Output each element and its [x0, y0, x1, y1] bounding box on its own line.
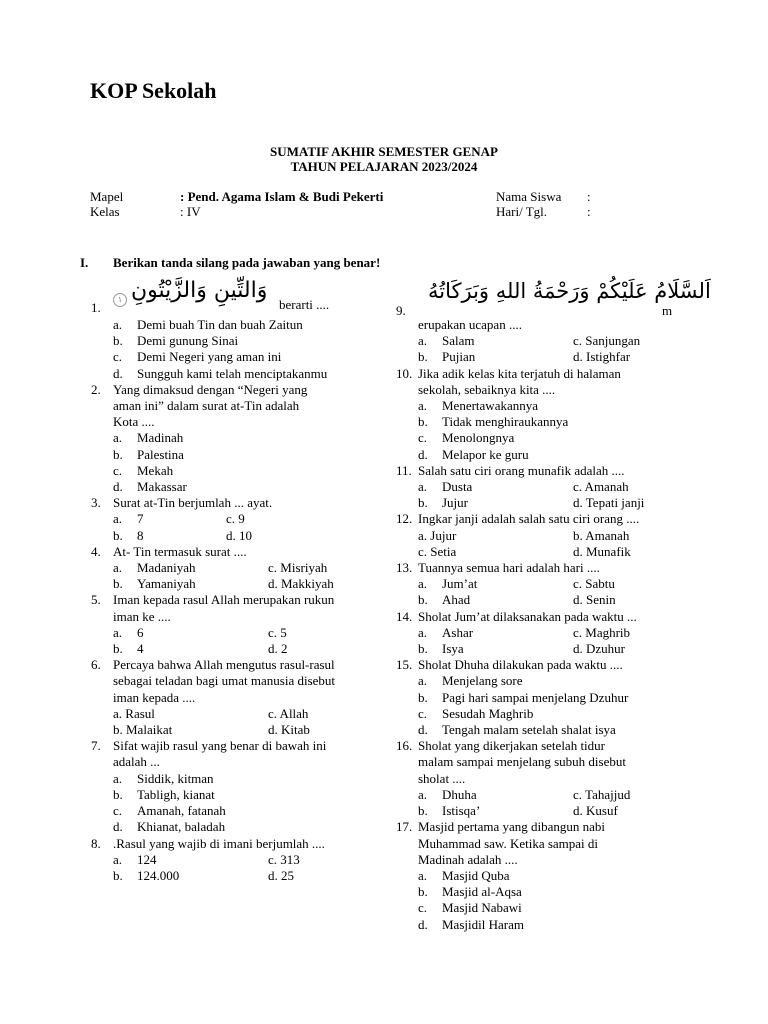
q3-option-b[interactable]: b. 8 — [113, 527, 144, 543]
q2-option-a[interactable]: a. Madinah — [113, 430, 184, 446]
q6-option-c[interactable]: c. Allah — [268, 705, 309, 721]
q5-option-a[interactable]: a. 6 — [113, 624, 144, 640]
q3-number: 3. — [91, 495, 101, 511]
q10-option-b[interactable]: b. Tidak menghiraukannya — [418, 414, 569, 430]
question-4 — [91, 544, 381, 593]
kelas-label: Kelas — [90, 204, 120, 219]
q4-option-b[interactable]: b. Yamaniyah — [113, 576, 196, 592]
q9-text: erupakan ucapan .... — [418, 317, 522, 332]
q17-text: Masjid pertama yang dibangun nabi Muhammad saw. Ketika sampai di Madinah adalah .... — [418, 819, 606, 867]
q11-option-b[interactable]: b. Jujur — [418, 495, 468, 511]
q6-number: 6. — [91, 657, 101, 673]
q17-option-b[interactable]: b. Masjid al-Aqsa — [418, 884, 522, 900]
q8-number: 8. — [91, 835, 101, 851]
q11-option-a[interactable]: a. Dusta — [418, 479, 473, 495]
q9-option-a[interactable]: a. Salam — [418, 333, 475, 349]
q10-option-a[interactable]: a. Menertawakannya — [418, 398, 539, 414]
q16-option-b[interactable]: b. Istisqa’ — [418, 803, 481, 819]
q2-option-b[interactable]: b. Palestina — [113, 446, 184, 462]
q6-option-a[interactable]: a. Rasul — [113, 705, 155, 721]
q7-option-d[interactable]: d. Khianat, baladah — [113, 819, 226, 835]
q12-number: 12. — [396, 511, 413, 527]
q15-option-d[interactable]: d. Tengah malam setelah shalat isya — [418, 722, 616, 738]
q2-text: Yang dimaksud dengan “Negeri yang aman ini” dalam surat at-Tin adalah Kota .... — [113, 381, 308, 430]
q3-option-d[interactable]: d. 10 — [226, 527, 252, 543]
q9-option-b[interactable]: b. Pujian — [418, 349, 476, 365]
right-column — [396, 279, 711, 933]
q8-option-d[interactable]: d. 25 — [268, 867, 294, 883]
q8-option-b[interactable]: b. 124.000 — [113, 867, 180, 883]
q9-m: m — [662, 303, 673, 318]
q14-option-c[interactable]: c. Maghrib — [573, 624, 631, 640]
q3-text: Surat at-Tin berjumlah ... ayat. — [113, 495, 273, 511]
q7-option-c[interactable]: c. Amanah, fatanah — [113, 803, 226, 819]
q15-text: Sholat Dhuha dilakukan pada waktu .... — [418, 657, 623, 673]
q13-option-d[interactable]: d. Senin — [573, 592, 616, 608]
question-7 — [91, 738, 381, 835]
q5-option-b[interactable]: b. 4 — [113, 641, 144, 657]
q11-option-d[interactable]: d. Tepati janji — [573, 495, 645, 511]
q13-text: Tuannya semua hari adalah hari .... — [418, 560, 600, 576]
nama-value: : — [587, 189, 591, 204]
q14-number: 14. — [396, 608, 413, 624]
q9-option-c[interactable]: c. Sanjungan — [573, 333, 641, 349]
q3-option-c[interactable]: c. 9 — [226, 511, 245, 527]
mapel-label: Mapel — [90, 189, 124, 204]
hari-value: : — [587, 204, 591, 219]
question-1 — [91, 278, 381, 382]
q12-option-a[interactable]: a. Jujur — [418, 527, 457, 543]
question-14 — [396, 609, 696, 658]
q14-text: Sholat Jum’at dilaksanakan pada waktu ... — [418, 608, 637, 624]
question-11 — [396, 463, 696, 512]
q7-option-a[interactable]: a. Siddik, kitman — [113, 770, 214, 786]
q6-option-d[interactable]: d. Kitab — [268, 722, 310, 738]
q10-number: 10. — [396, 365, 413, 381]
q15-option-b[interactable]: b. Pagi hari sampai menjelang Dzuhur — [418, 689, 629, 705]
question-13 — [396, 560, 696, 609]
kelas-value: : IV — [180, 204, 201, 219]
q6-option-b[interactable]: b. Malaikat — [113, 722, 173, 738]
q12-option-c[interactable]: c. Setia — [418, 543, 457, 559]
hari-label: Hari/ Tgl. — [496, 204, 548, 219]
q5-option-d[interactable]: d. 2 — [268, 641, 288, 657]
q16-number: 16. — [396, 738, 413, 754]
q16-text: Sholat yang dikerjakan setelah tidur malam sampai menjelang subuh disebut sholat .... — [418, 738, 626, 786]
q5-option-c[interactable]: c. 5 — [268, 624, 287, 640]
mapel-value: : Pend. Agama Islam & Budi Pekerti — [180, 189, 384, 204]
q13-number: 13. — [396, 560, 413, 576]
q2-number: 2. — [91, 381, 101, 397]
q10-option-c[interactable]: c. Menolongnya — [418, 430, 515, 446]
q9-arabic: اَلسَّلَامُ عَلَيْكُمْ وَرَحْمَةُ اللهِ وَبَرَكَاتُهُ — [428, 279, 711, 303]
q2-option-c[interactable]: c. Mekah — [113, 462, 174, 478]
q17-option-d[interactable]: d. Masjidil Haram — [418, 916, 524, 932]
q1-option-d[interactable]: d. Sungguh kami telah menciptakanmu — [113, 365, 328, 381]
section-number: I. — [80, 255, 89, 270]
q15-number: 15. — [396, 657, 413, 673]
q12-text: Ingkar janji adalah salah satu ciri orang .... — [418, 511, 640, 527]
ayah-marker-icon: ١ — [113, 293, 127, 307]
q4-text: At- Tin termasuk surat .... — [113, 543, 247, 559]
q1-option-c[interactable]: c. Demi Negeri yang aman ini — [113, 349, 282, 365]
q13-option-a[interactable]: a. Jum’at — [418, 576, 478, 592]
q10-option-d[interactable]: d. Melapor ke guru — [418, 446, 529, 462]
q1-suffix: berarti .... — [279, 297, 330, 312]
q12-option-b[interactable]: b. Amanah — [573, 527, 630, 543]
q4-option-c[interactable]: c. Misriyah — [268, 560, 328, 576]
q4-number: 4. — [91, 543, 101, 559]
q15-option-a[interactable]: a. Menjelang sore — [418, 673, 523, 689]
q7-text: Sifat wajib rasul yang benar di bawah ini adalah ... — [113, 738, 327, 770]
q13-option-c[interactable]: c. Sabtu — [573, 576, 615, 592]
q1-number: 1. — [91, 300, 101, 315]
q3-option-a[interactable]: a. 7 — [113, 511, 144, 527]
question-10 — [396, 366, 696, 463]
q8-option-c[interactable]: c. 313 — [268, 851, 300, 867]
left-column — [91, 278, 381, 884]
question-6 — [91, 657, 381, 738]
q9-number: 9. — [396, 303, 406, 318]
exam-year: TAHUN PELAJARAN 2023/2024 — [290, 159, 478, 174]
question-2 — [91, 382, 381, 495]
q14-option-b[interactable]: b. Isya — [418, 641, 464, 657]
q8-option-a[interactable]: a. 124 — [113, 851, 157, 867]
question-15 — [396, 657, 696, 738]
question-3 — [91, 495, 381, 544]
question-12 — [396, 511, 696, 560]
q17-option-a[interactable]: a. Masjid Quba — [418, 867, 510, 883]
q11-number: 11. — [396, 462, 412, 478]
q16-option-d[interactable]: d. Kusuf — [573, 803, 618, 819]
q16-option-c[interactable]: c. Tahajjud — [573, 786, 631, 802]
q14-option-a[interactable]: a. Ashar — [418, 624, 474, 640]
question-17 — [396, 819, 696, 932]
q5-text: Iman kepada rasul Allah merupakan rukun iman ke .... — [113, 592, 335, 624]
question-9 — [396, 279, 711, 366]
q9-option-d[interactable]: d. Istighfar — [573, 349, 631, 365]
q10-text: Jika adik kelas kita terjatuh di halaman sekolah, sebaiknya kita .... — [418, 365, 621, 397]
q13-option-b[interactable]: b. Ahad — [418, 592, 471, 608]
q14-option-d[interactable]: d. Dzuhur — [573, 641, 625, 657]
q1-option-a[interactable]: a. Demi buah Tin dan buah Zaitun — [113, 317, 303, 332]
q8-text: .Rasul yang wajib di imani berjumlah .... — [113, 835, 325, 851]
q4-option-a[interactable]: a. Madaniyah — [113, 560, 196, 576]
q7-number: 7. — [91, 738, 101, 754]
question-5 — [91, 592, 381, 657]
question-16 — [396, 738, 696, 819]
q4-option-d[interactable]: d. Makkiyah — [268, 576, 334, 592]
q17-option-c[interactable]: c. Masjid Nabawi — [418, 900, 522, 916]
q1-arabic: وَالتِّينِ وَالزَّيْتُونِ — [131, 278, 268, 303]
q2-option-d[interactable]: d. Makassar — [113, 479, 187, 495]
section-instruction: Berikan tanda silang pada jawaban yang benar! — [113, 255, 381, 270]
q17-number: 17. — [396, 819, 413, 835]
question-8 — [91, 836, 381, 885]
exam-title: SUMATIF AKHIR SEMESTER GENAP — [270, 144, 498, 159]
school-letterhead: KOP Sekolah — [90, 78, 217, 103]
q11-option-c[interactable]: c. Amanah — [573, 479, 629, 495]
q5-number: 5. — [91, 592, 101, 608]
q16-option-a[interactable]: a. Dhuha — [418, 786, 477, 802]
nama-label: Nama Siswa — [496, 189, 562, 204]
q15-option-c[interactable]: c. Sesudah Maghrib — [418, 705, 534, 721]
q7-option-b[interactable]: b. Tabligh, kianat — [113, 786, 215, 802]
q1-option-b[interactable]: b. Demi gunung Sinai — [113, 333, 239, 349]
q11-text: Salah satu ciri orang munafik adalah .... — [418, 462, 625, 478]
q6-text: Percaya bahwa Allah mengutus rasul-rasul sebagai teladan bagi umat manusia disebut iman kepada .... — [113, 657, 336, 705]
q12-option-d[interactable]: d. Munafik — [573, 543, 631, 559]
